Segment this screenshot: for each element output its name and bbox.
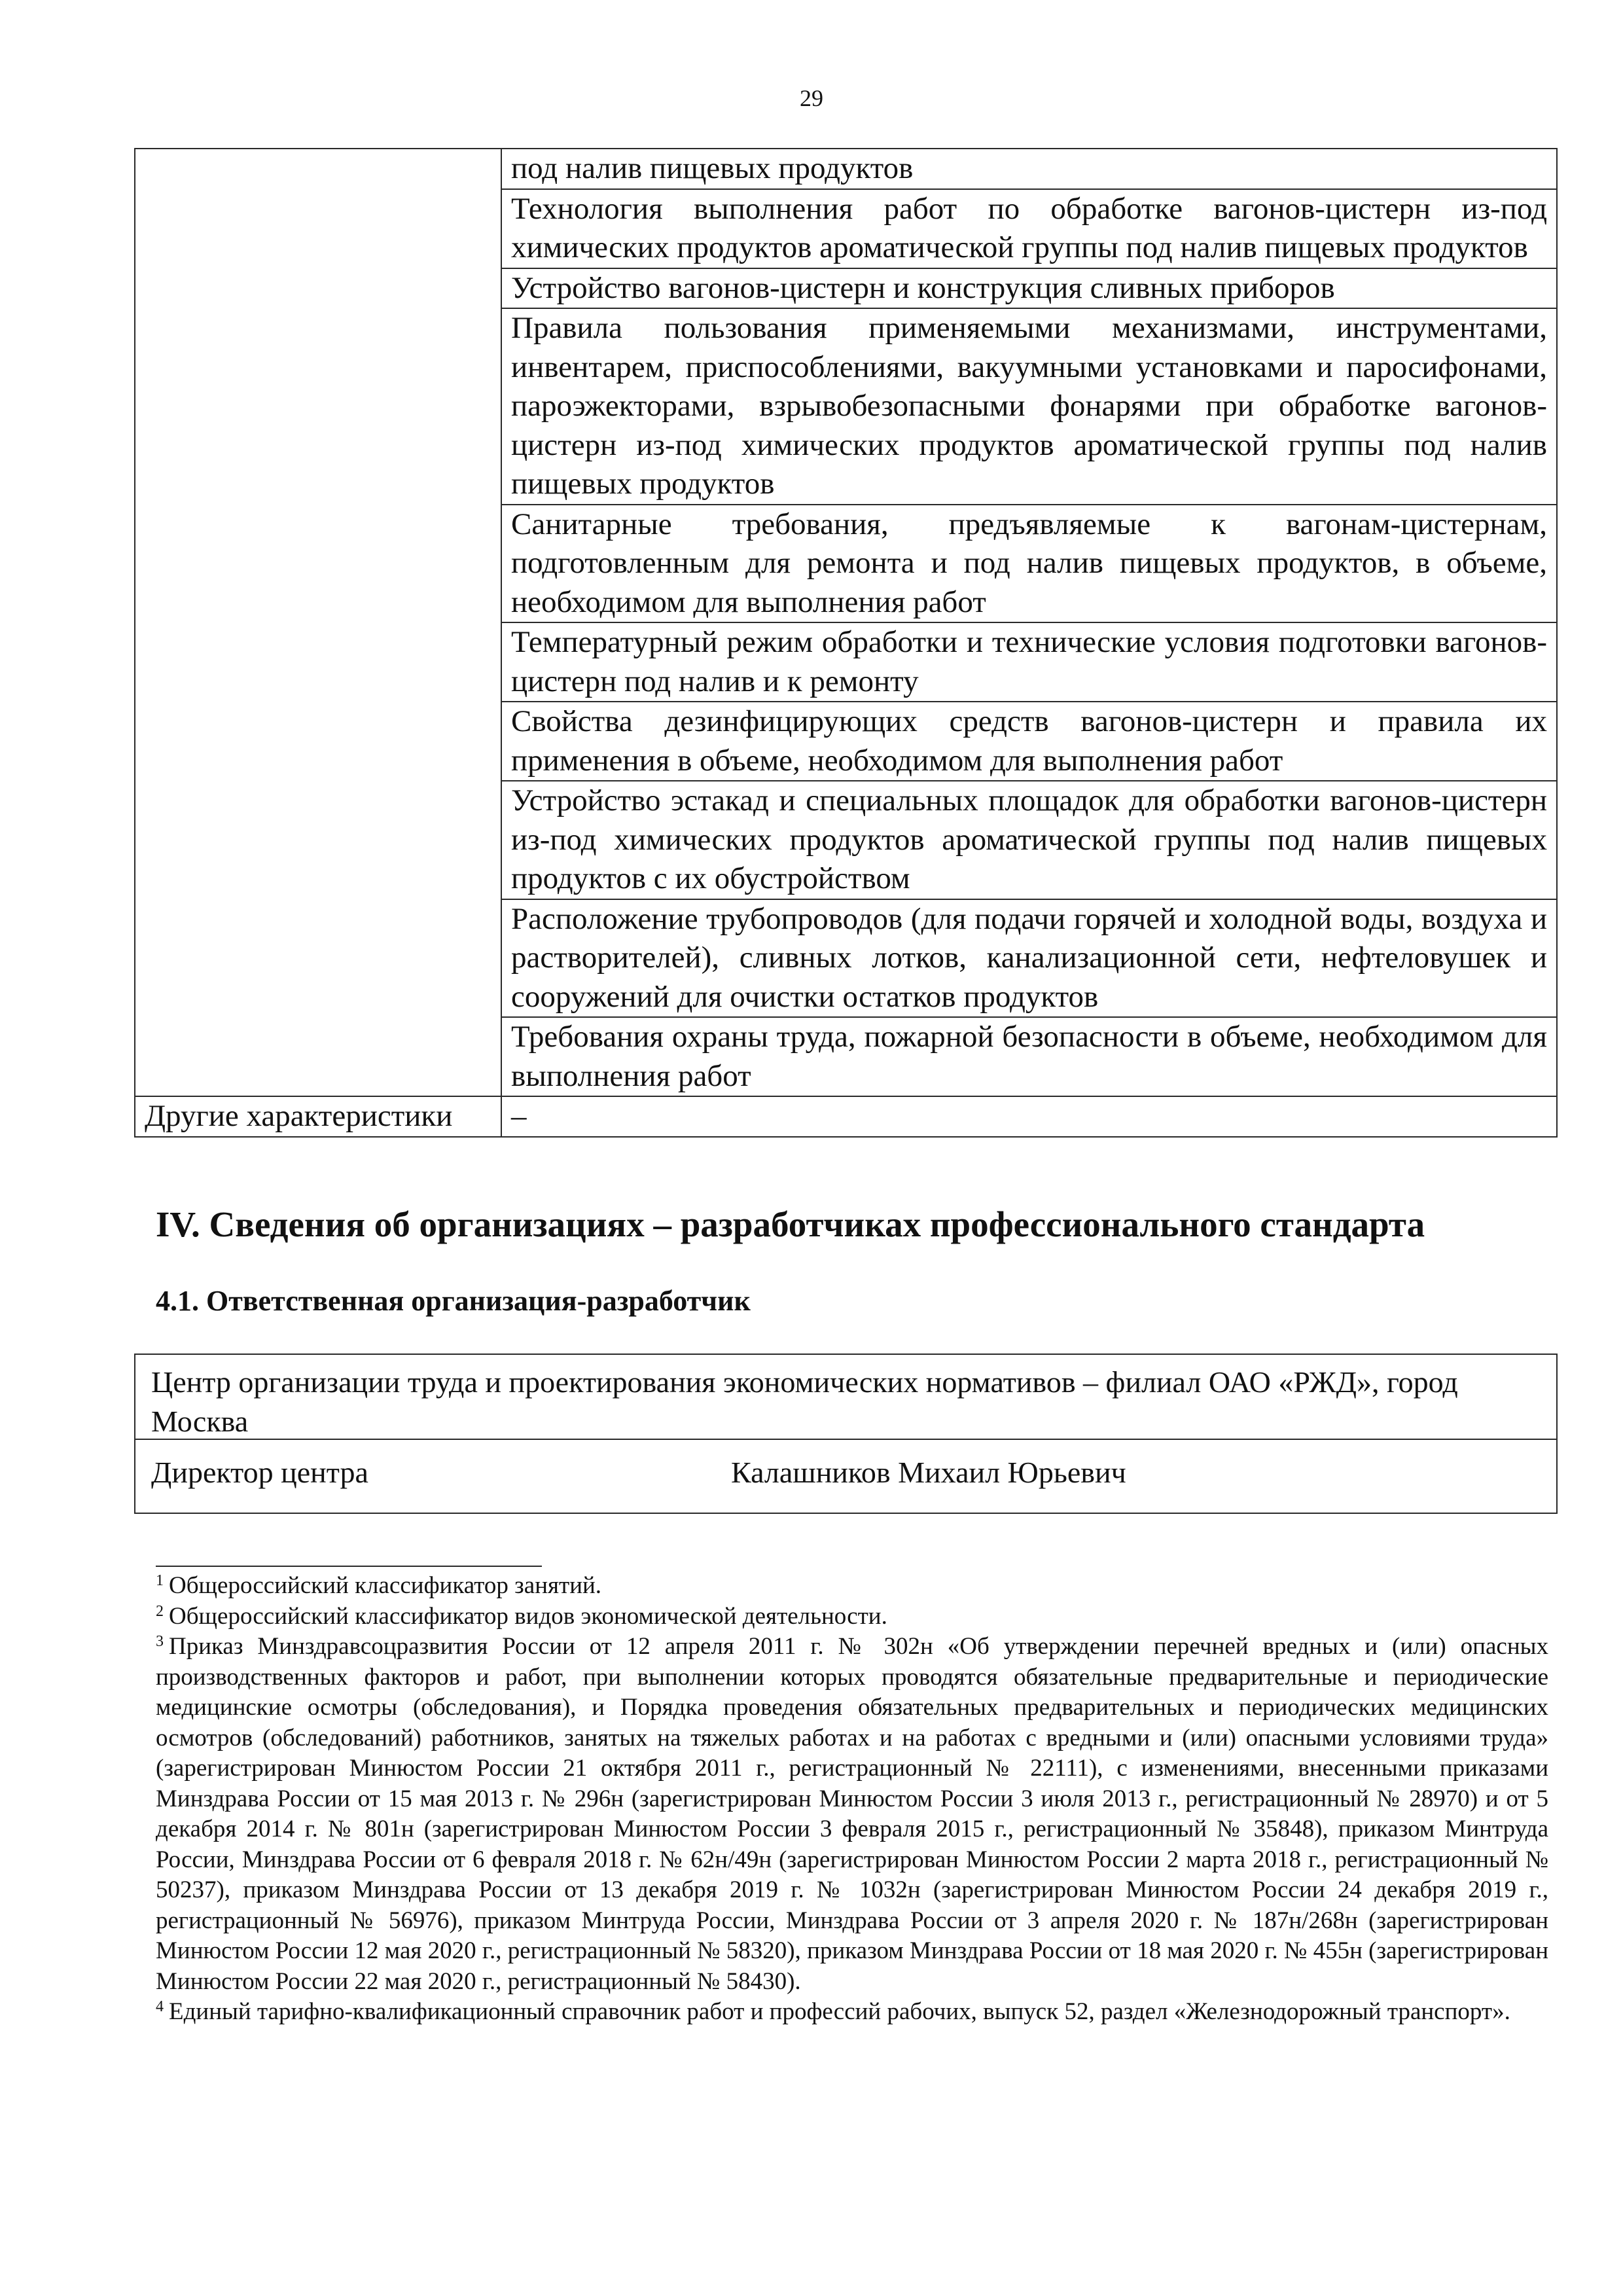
footnote-mark: 3 <box>156 1633 164 1650</box>
footnote <box>156 1997 1548 2028</box>
footnote-text: Единый тарифно-квалификационный справочник работ и профессий рабочих, выпуск 52, раздел «Железнодорожный транспорт». <box>169 1998 1510 2025</box>
table-row <box>135 149 1557 189</box>
table-cell-left-merged <box>135 149 501 1096</box>
org-director-position: Директор центра <box>151 1456 368 1489</box>
table-cell: Устройство вагонов-цистерн и конструкция сливных приборов <box>501 268 1557 309</box>
org-director-name: Калашников Михаил Юрьевич <box>731 1456 1126 1489</box>
footnote <box>156 1602 1548 1632</box>
footnote-mark: 4 <box>156 1998 164 2015</box>
table-cell: Требования охраны труда, пожарной безопасности в объеме, необходимом для выполнения работ <box>501 1017 1557 1096</box>
table-cell: Правила пользования применяемыми механизмами, инструментами, инвентарем, приспособлениями, вакуумными установками и паросифонами, пароэжекторами, взрывобезопасными фонарями при обработке вагонов-цистерн из-под химических продуктов ароматической группы под налив пищевых продуктов <box>501 308 1557 505</box>
responsible-org-table <box>134 1354 1558 1514</box>
section-heading: IV. Сведения об организациях – разработчиках профессионального стандарта <box>156 1204 1425 1244</box>
table-cell: Температурный режим обработки и технические условия подготовки вагонов-цистерн под налив и к ремонту <box>501 622 1557 702</box>
requirements-table <box>134 148 1558 1138</box>
footnote-separator <box>156 1566 542 1567</box>
org-table-divider <box>135 1439 1556 1440</box>
other-characteristics-label: Другие характеристики <box>135 1096 501 1137</box>
table-row-other-characteristics <box>135 1096 1557 1137</box>
table-cell: Расположение трубопроводов (для подачи горячей и холодной воды, воздуха и растворителей), сливных лотков, канализационной сети, нефтеловушек и сооружений для очистки остатков продуктов <box>501 899 1557 1018</box>
table-cell: Технология выполнения работ по обработке вагонов-цистерн из-под химических продуктов ароматической группы под налив пищевых продуктов <box>501 189 1557 268</box>
table-cell: под налив пищевых продуктов <box>501 149 1557 189</box>
footnote-mark: 1 <box>156 1572 164 1589</box>
org-name: Центр организации труда и проектирования экономических нормативов – филиал ОАО «РЖД», город Москва <box>151 1365 1458 1438</box>
table-cell: Свойства дезинфицирующих средств вагонов-цистерн и правила их применения в объеме, необходимом для выполнения работ <box>501 702 1557 781</box>
table-cell: Санитарные требования, предъявляемые к вагонам-цистернам, подготовленным для ремонта и под налив пищевых продуктов, в объеме, необходимом для выполнения работ <box>501 505 1557 623</box>
footnote <box>156 1632 1548 1997</box>
table-cell: Устройство эстакад и специальных площадок для обработки вагонов-цистерн из-под химических продуктов ароматической группы под налив пищевых продуктов с их обустройством <box>501 781 1557 899</box>
footnotes <box>156 1571 1548 2028</box>
footnote <box>156 1571 1548 1602</box>
subsection-heading: 4.1. Ответственная организация-разработчик <box>156 1285 751 1317</box>
other-characteristics-value: – <box>501 1096 1557 1137</box>
footnote-text: Приказ Минздравсоцразвития России от 12 апреля 2011 г. № 302н «Об утверждении перечней вредных и (или) опасных производственных факторов и работ, при выполнении которых проводятся обязательные предварительные и периодические медицинские осмотры (обследования), и Порядка проведения обязательных предварительных и периодических медицинских осмотров (обследований) работников, занятых на тяжелых работах и на работах с вредными и (или) опасными условиями труда» (зарегистрирован Минюстом России 21 октября 2011 г., регистрационный № 22111), с изменениями, внесенными приказами Минздрава России от 15 мая 2013 г. № 296н (зарегистрирован Минюстом России 3 июля 2013 г., регистрационный № 28970) и от 5 декабря 2014 г. № 801н (зарегистрирован Минюстом России 3 февраля 2015 г., регистрационный № 35848), приказом Минтруда России, Минздрава России от 6 февраля 2018 г. № 62н/49н (зарегистрирован Минюстом России 2 марта 2018 г., регистрационный № 50237), приказом Минздрава России от 13 декабря 2019 г. № 1032н (зарегистрирован Минюстом России 24 декабря 2019 г., регистрационный № 56976), приказом Минтруда России, Минздрава России от 3 апреля 2020 г. № 187н/268н (зарегистрирован Минюстом России 12 мая 2020 г., регистрационный № 58320), приказом Минздрава России от 18 мая 2020 г. № 455н (зарегистрирован Минюстом России 22 мая 2020 г., регистрационный № 58430). <box>156 1633 1548 1995</box>
footnote-text: Общероссийский классификатор видов экономической деятельности. <box>169 1602 887 1630</box>
page-number: 29 <box>800 85 823 111</box>
footnote-mark: 2 <box>156 1602 164 1620</box>
footnote-text: Общероссийский классификатор занятий. <box>169 1572 602 1599</box>
